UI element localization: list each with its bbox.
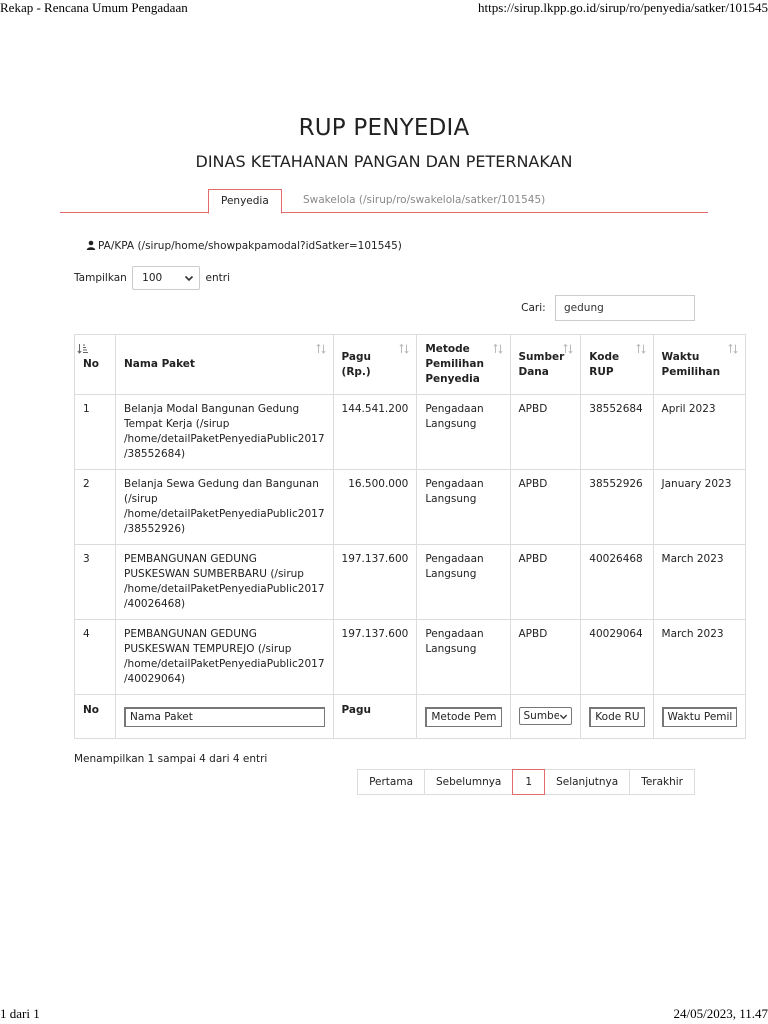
cell-metode: Pengadaan Langsung (417, 470, 510, 545)
cell-waktu: March 2023 (653, 545, 746, 620)
table-header-row (75, 335, 746, 395)
sort-icon (727, 343, 739, 355)
sort-icon (492, 343, 504, 355)
pagination (358, 769, 695, 795)
footer-pagu: Pagu (333, 695, 417, 739)
header-sumber-dana[interactable]: Sumber Dana (510, 335, 581, 395)
entries-per-page-select[interactable] (132, 266, 200, 290)
footer-waktu-cell (653, 695, 746, 739)
entries-length-control (74, 266, 230, 290)
header-kode-rup[interactable]: Kode RUP (581, 335, 653, 395)
sort-icon (398, 343, 410, 355)
header-metode[interactable]: Metode Pemilihan Penyedia (417, 335, 510, 395)
cell-waktu: April 2023 (653, 395, 746, 470)
pagination-next[interactable]: Selanjutnya (544, 769, 630, 795)
tab-penyedia[interactable]: Penyedia (208, 189, 282, 214)
cell-kode-rup: 38552684 (581, 395, 653, 470)
chevron-down-icon (559, 712, 568, 721)
search-input[interactable]: gedung (555, 295, 695, 321)
print-footer (0, 1008, 768, 1024)
cell-no: 3 (75, 545, 116, 620)
sort-icon (562, 343, 574, 355)
filter-sumber-dana-select[interactable] (519, 707, 573, 725)
pagination-previous[interactable]: Sebelumnya (424, 769, 513, 795)
cell-no: 1 (75, 395, 116, 470)
filter-metode-input[interactable]: Metode Pem (425, 707, 501, 727)
table-filter-row (75, 695, 746, 739)
paket-table (74, 334, 746, 739)
cell-sumber-dana: APBD (510, 545, 581, 620)
user-icon (86, 240, 96, 250)
print-header-title: Rekap - Rencana Umum Pengadaan (0, 0, 188, 15)
footer-no: No (75, 695, 116, 739)
cell-sumber-dana: APBD (510, 395, 581, 470)
cell-pagu: 16.500.000 (333, 470, 417, 545)
cell-waktu: March 2023 (653, 620, 746, 695)
cell-kode-rup: 40026468 (581, 545, 653, 620)
table-row (75, 620, 746, 695)
cell-nama-paket-link[interactable]: PEMBANGUNAN GEDUNG PUSKESWAN SUMBERBARU (/sirup /home/detailPaketPenyediaPublic2017 /40026468) (116, 545, 334, 620)
header-nama-paket[interactable]: Nama Paket (116, 335, 334, 395)
cell-sumber-dana: APBD (510, 620, 581, 695)
cell-pagu: 144.541.200 (333, 395, 417, 470)
cell-nama-paket-link[interactable]: Belanja Modal Bangunan Gedung Tempat Kerja (/sirup /home/detailPaketPenyediaPublic2017 /38552684) (116, 395, 334, 470)
sort-icon (315, 343, 327, 355)
tab-swakelola[interactable]: Swakelola (/sirup/ro/swakelola/satker/101545) (303, 194, 546, 206)
cell-metode: Pengadaan Langsung (417, 620, 510, 695)
cell-kode-rup: 40029064 (581, 620, 653, 695)
cell-sumber-dana: APBD (510, 470, 581, 545)
table-row (75, 395, 746, 470)
cell-metode: Pengadaan Langsung (417, 395, 510, 470)
pagination-last[interactable]: Terakhir (629, 769, 695, 795)
chevron-down-icon (184, 273, 194, 283)
pakpa-link-label: PA/KPA (/sirup/home/showpakpamodal?idSatker=101545) (98, 240, 402, 252)
cell-waktu: January 2023 (653, 470, 746, 545)
search-label: Cari: (521, 302, 546, 314)
cell-no: 4 (75, 620, 116, 695)
footer-kode-cell (581, 695, 653, 739)
footer-sumber-cell (510, 695, 581, 739)
print-timestamp: 24/05/2023, 11.47 (673, 1006, 768, 1021)
cell-metode: Pengadaan Langsung (417, 545, 510, 620)
sort-icon (635, 343, 647, 355)
table-row (75, 470, 746, 545)
tab-bar (60, 189, 708, 213)
pagination-first[interactable]: Pertama (357, 769, 425, 795)
cell-kode-rup: 38552926 (581, 470, 653, 545)
cell-nama-paket-link[interactable]: PEMBANGUNAN GEDUNG PUSKESWAN TEMPUREJO (/sirup /home/detailPaketPenyediaPublic2017 /40029064) (116, 620, 334, 695)
table-info: Menampilkan 1 sampai 4 dari 4 entri (74, 753, 268, 765)
filter-sumber-dana-value: Sumbe (523, 710, 561, 722)
search-control (521, 295, 695, 321)
header-pagu[interactable]: Pagu (Rp.) (333, 335, 417, 395)
footer-metode-cell (417, 695, 510, 739)
length-suffix: entri (205, 272, 230, 284)
sort-amount-asc-icon (77, 343, 89, 355)
page-subtitle: DINAS KETAHANAN PANGAN DAN PETERNAKAN (195, 152, 573, 171)
pagination-page-1[interactable]: 1 (512, 769, 545, 795)
print-header-url: https://sirup.lkpp.go.id/sirup/ro/penyedia/satker/101545 (478, 0, 768, 15)
cell-pagu: 197.137.600 (333, 620, 417, 695)
header-no[interactable]: No (75, 335, 116, 395)
length-prefix: Tampilkan (74, 272, 127, 284)
cell-pagu: 197.137.600 (333, 545, 417, 620)
pakpa-link[interactable] (86, 240, 402, 252)
filter-kode-rup-input[interactable]: Kode RU (589, 707, 644, 727)
footer-nama-paket-cell (116, 695, 334, 739)
entries-per-page-value: 100 (142, 272, 163, 284)
cell-no: 2 (75, 470, 116, 545)
table-row (75, 545, 746, 620)
cell-nama-paket-link[interactable]: Belanja Sewa Gedung dan Bangunan (/sirup /home/detailPaketPenyediaPublic2017 /38552926) (116, 470, 334, 545)
page-title: RUP PENYEDIA (298, 115, 470, 141)
print-page-count: 1 dari 1 (0, 1006, 40, 1021)
filter-nama-paket-input[interactable]: Nama Paket (124, 707, 325, 727)
filter-waktu-input[interactable]: Waktu Pemil (662, 707, 738, 727)
header-waktu-pemilihan[interactable]: Waktu Pemilihan (653, 335, 746, 395)
print-header (0, 0, 768, 16)
